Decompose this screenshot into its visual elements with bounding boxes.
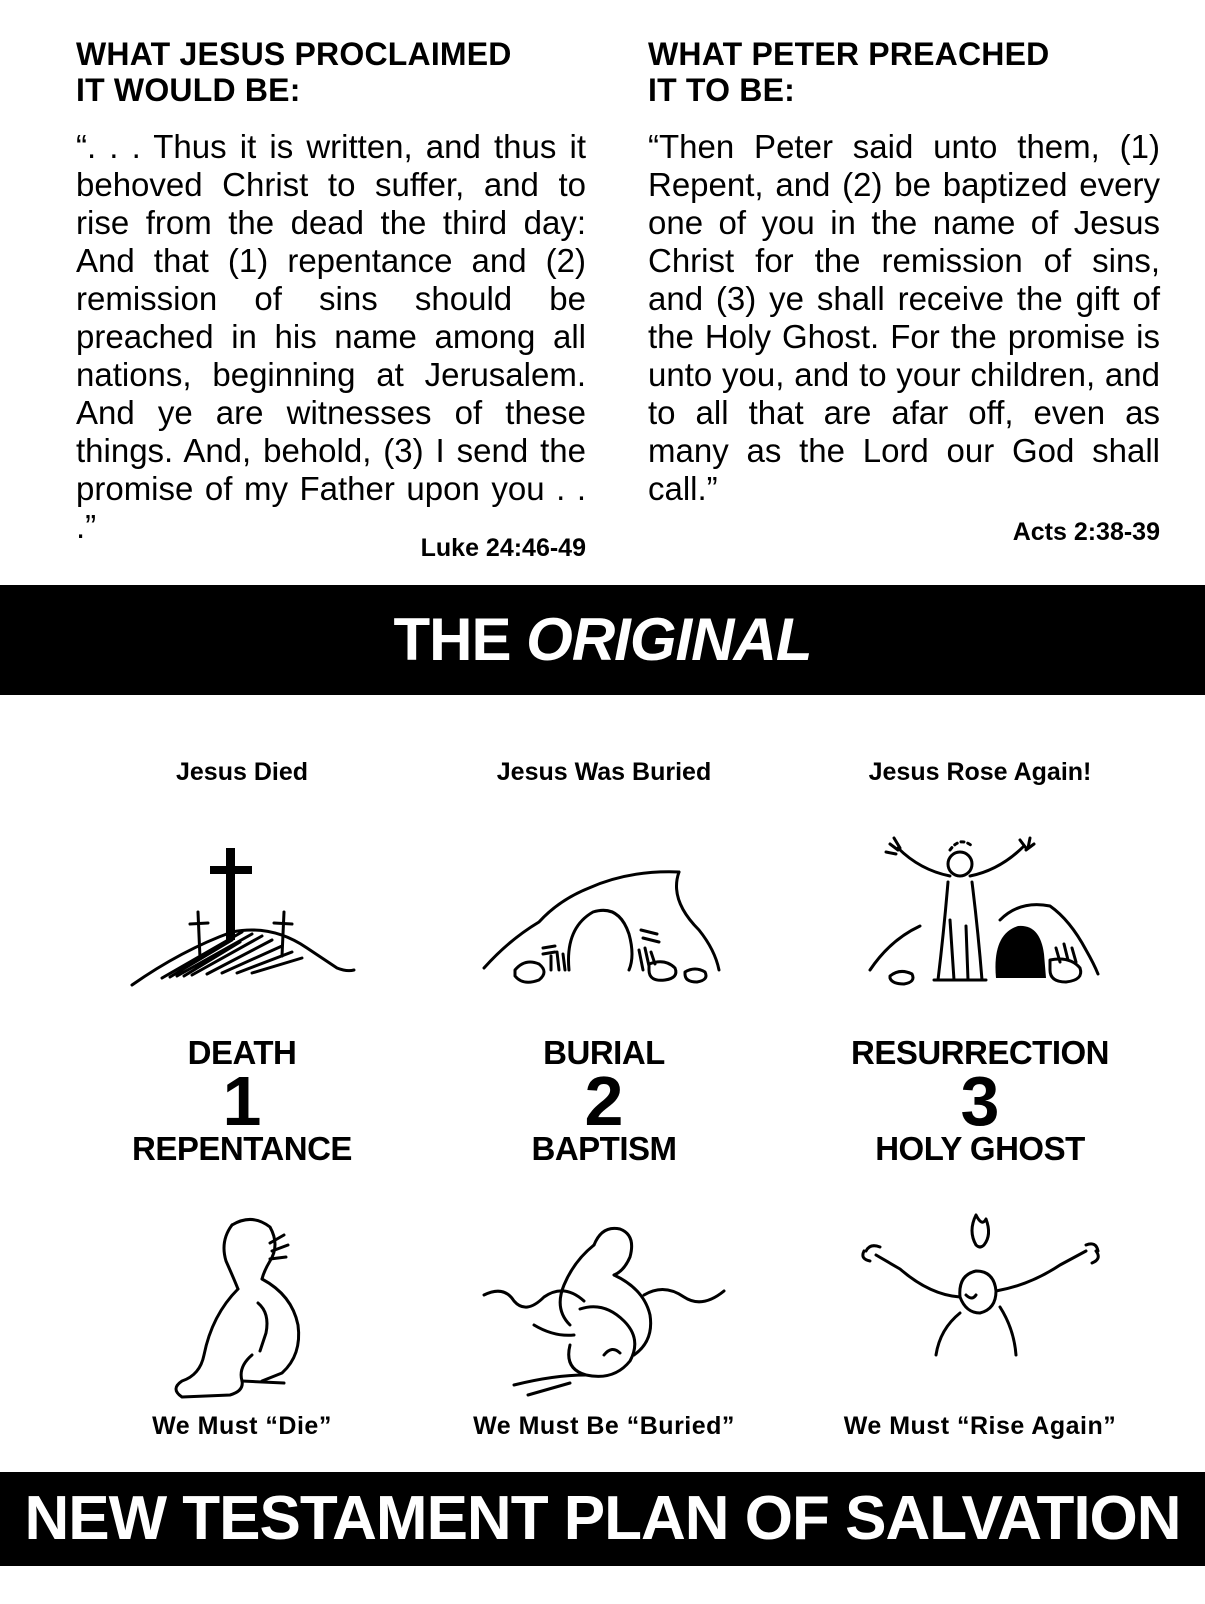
jesus-proclaimed-column [76, 36, 586, 562]
step-caption: Jesus Was Buried [496, 758, 712, 786]
tomb-icon [424, 830, 784, 1010]
scripture-quote: “Then Peter said unto them, (1) Repent, and (2) be baptized every one of you in the name of Jesus Christ for the remission of sins, and (3) ye shall receive the gift of the Holy Ghost. For the promise is unto you, and to your children, and to all that are afar off, even as many as the Lord our God shall call.” [648, 128, 1160, 507]
step-caption: Jesus Rose Again! [868, 758, 1092, 786]
risen-figure-icon [800, 830, 1160, 1010]
concept-label: DEATH [187, 1034, 297, 1071]
scripture-reference: Acts 2:38-39 [1012, 518, 1160, 546]
concept-label: BURIAL [543, 1034, 665, 1071]
raised-hands-flame-icon [800, 1205, 1160, 1415]
must-caption: We Must “Die” [152, 1412, 332, 1440]
banner-emphasis: ORIGINAL [526, 606, 812, 673]
step-number: 3 [960, 1062, 1000, 1140]
baptism-icon [424, 1205, 784, 1415]
step-caption: Jesus Died [175, 758, 308, 786]
step-name: HOLY GHOST [875, 1130, 1085, 1167]
step-name: BAPTISM [531, 1130, 677, 1167]
peter-preached-column [648, 36, 1160, 546]
column-title: WHAT PETER PREACHED IT TO BE: [648, 36, 1050, 108]
column-title: WHAT JESUS PROCLAIMED IT WOULD BE: [76, 36, 512, 108]
step-number: 1 [222, 1062, 262, 1140]
plan-of-salvation-banner: NEW TESTAMENT PLAN OF SALVATION [0, 1472, 1205, 1566]
the-original-banner [0, 585, 1205, 695]
step-number: 2 [584, 1062, 624, 1140]
concept-label: RESURRECTION [850, 1034, 1110, 1071]
step-name: REPENTANCE [132, 1130, 352, 1167]
three-crosses-icon [62, 830, 422, 1010]
must-caption: We Must “Rise Again” [843, 1412, 1117, 1440]
banner-prefix: THE [393, 606, 511, 673]
scripture-reference: Luke 24:46-49 [420, 534, 586, 562]
scripture-quote: “. . . Thus it is written, and thus it behoved Christ to suffer, and to rise from the dead the third day: And that (1) repentance and (2) remission of sins should be preached in his name among all nations, beginning at Jerusalem. And ye are witnesses of these things. And, behold, (3) I send the promise of my Father upon you . . .” [76, 128, 586, 545]
kneeling-prayer-icon [62, 1205, 422, 1415]
must-caption: We Must Be “Buried” [473, 1412, 735, 1440]
